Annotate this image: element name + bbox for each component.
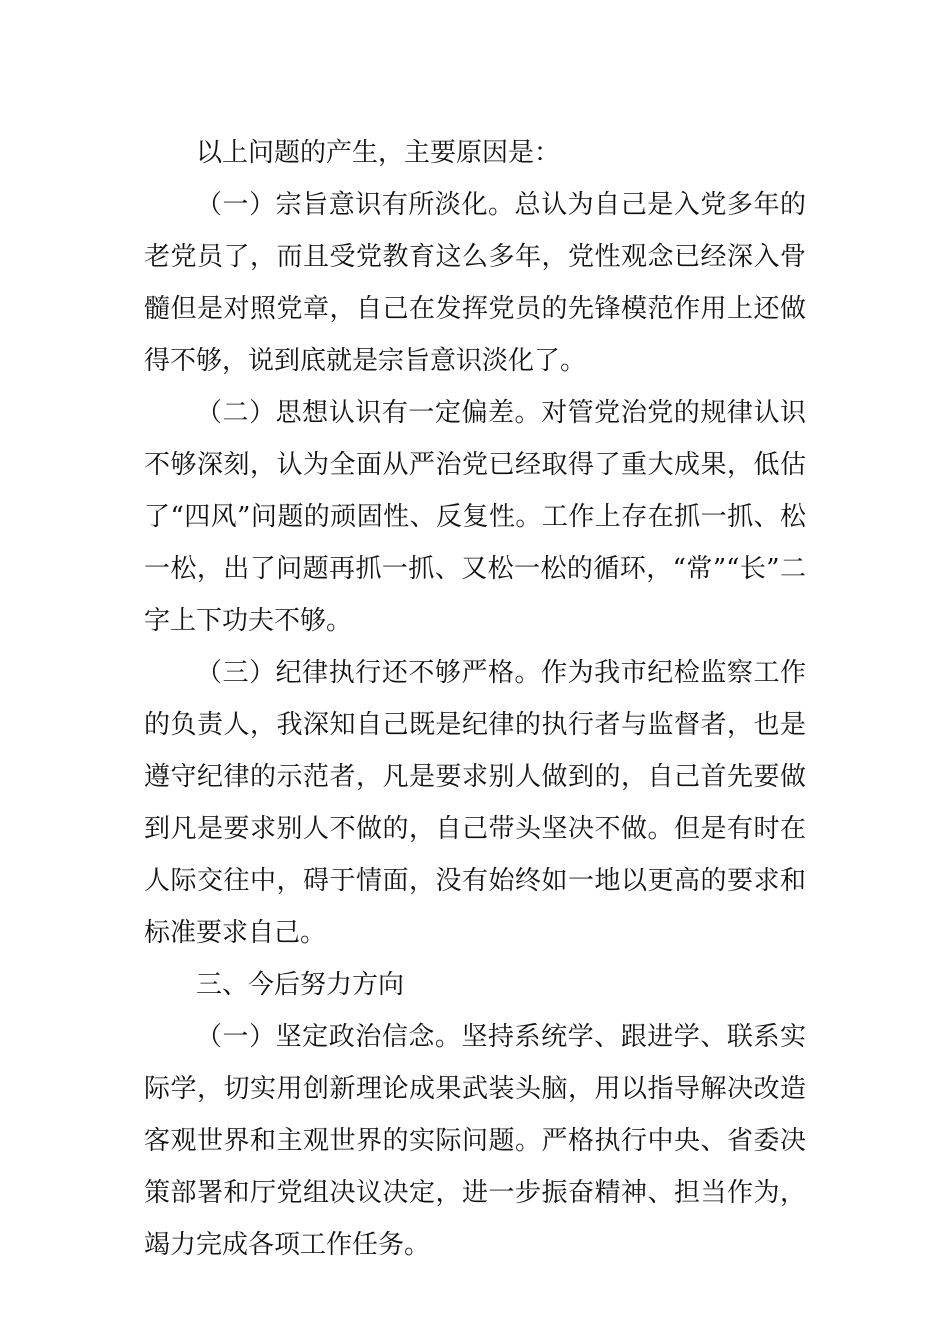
document-body	[144, 127, 806, 1271]
paragraph-direction-1: （一）坚定政治信念。坚持系统学、跟进学、联系实际学，切实用创新理论成果武装头脑，用以指导解决改造客观世界和主观世界的实际问题。严格执行中央、省委决策部署和厅党组决议决定，进一步振奋精神、担当作为，竭力完成各项工作任务。	[144, 1022, 806, 1260]
section-heading-future-direction: 三、今后努力方向	[196, 970, 405, 1000]
paragraph-causes-intro: 以上问题的产生，主要原因是：	[196, 138, 561, 168]
paragraph-cause-1: （一）宗旨意识有所淡化。总认为自己是入党多年的老党员了，而且受党教育这么多年，党性观念已经深入骨髓但是对照党章，自己在发挥党员的先锋模范作用上还做得不够，说到底就是宗旨意识淡化了。	[144, 190, 806, 376]
paragraph-cause-2: （二）思想认识有一定偏差。对管党治党的规律认识不够深刻，认为全面从严治党已经取得了重大成果，低估了“四风”问题的顽固性、反复性。工作上存在抓一抓、松一松，出了问题再抓一抓、又松一松的循环，“常”“长”二字上下功夫不够。	[144, 398, 806, 636]
paragraph-cause-3: （三）纪律执行还不够严格。作为我市纪检监察工作的负责人，我深知自己既是纪律的执行者与监督者，也是遵守纪律的示范者，凡是要求别人做到的，自己首先要做到凡是要求别人不做的，自己带头坚决不做。但是有时在人际交往中，碍于情面，没有始终如一地以更高的要求和标准要求自己。	[144, 658, 806, 948]
